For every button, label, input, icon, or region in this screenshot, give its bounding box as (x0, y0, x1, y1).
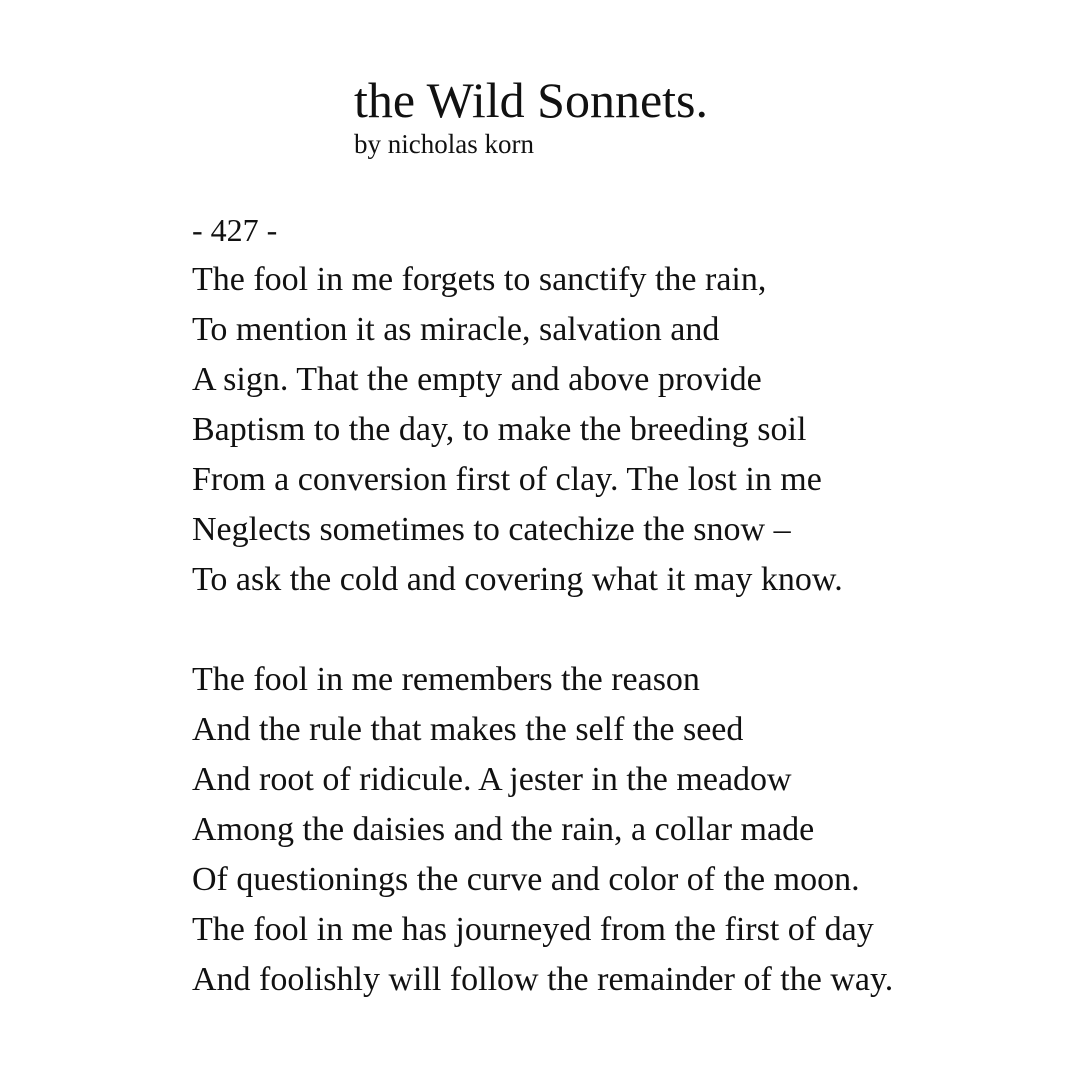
stanza-1 (192, 255, 1062, 605)
poem-line: Neglects sometimes to catechize the snow – (192, 511, 791, 548)
page-title: the Wild Sonnets. (354, 72, 709, 128)
poem-line: To mention it as miracle, salvation and (192, 311, 720, 348)
poem-line: And foolishly will follow the remainder of the way. (192, 961, 894, 998)
poem-line: And the rule that makes the self the seed (192, 711, 744, 748)
header (354, 72, 708, 160)
poem-line: Of questionings the curve and color of the moon. (192, 861, 860, 898)
author-byline: by nicholas korn (354, 129, 534, 159)
poem-line: The fool in me remembers the reason (192, 661, 700, 698)
poem-line: Among the daisies and the rain, a collar made (192, 811, 815, 848)
poem-line: The fool in me has journeyed from the first of day (192, 911, 874, 948)
poem-line: From a conversion first of clay. The lost in me (192, 461, 822, 498)
stanza-2 (192, 655, 1062, 1005)
poem-line: To ask the cold and covering what it may know. (192, 561, 843, 598)
poem-line: A sign. That the empty and above provide (192, 361, 762, 398)
poem-line: The fool in me forgets to sanctify the rain, (192, 261, 767, 298)
sonnet-number: - 427 - (192, 212, 278, 248)
poem-line: And root of ridicule. A jester in the meadow (192, 761, 792, 798)
poem (192, 205, 1062, 1055)
poem-line: Baptism to the day, to make the breeding soil (192, 411, 807, 448)
